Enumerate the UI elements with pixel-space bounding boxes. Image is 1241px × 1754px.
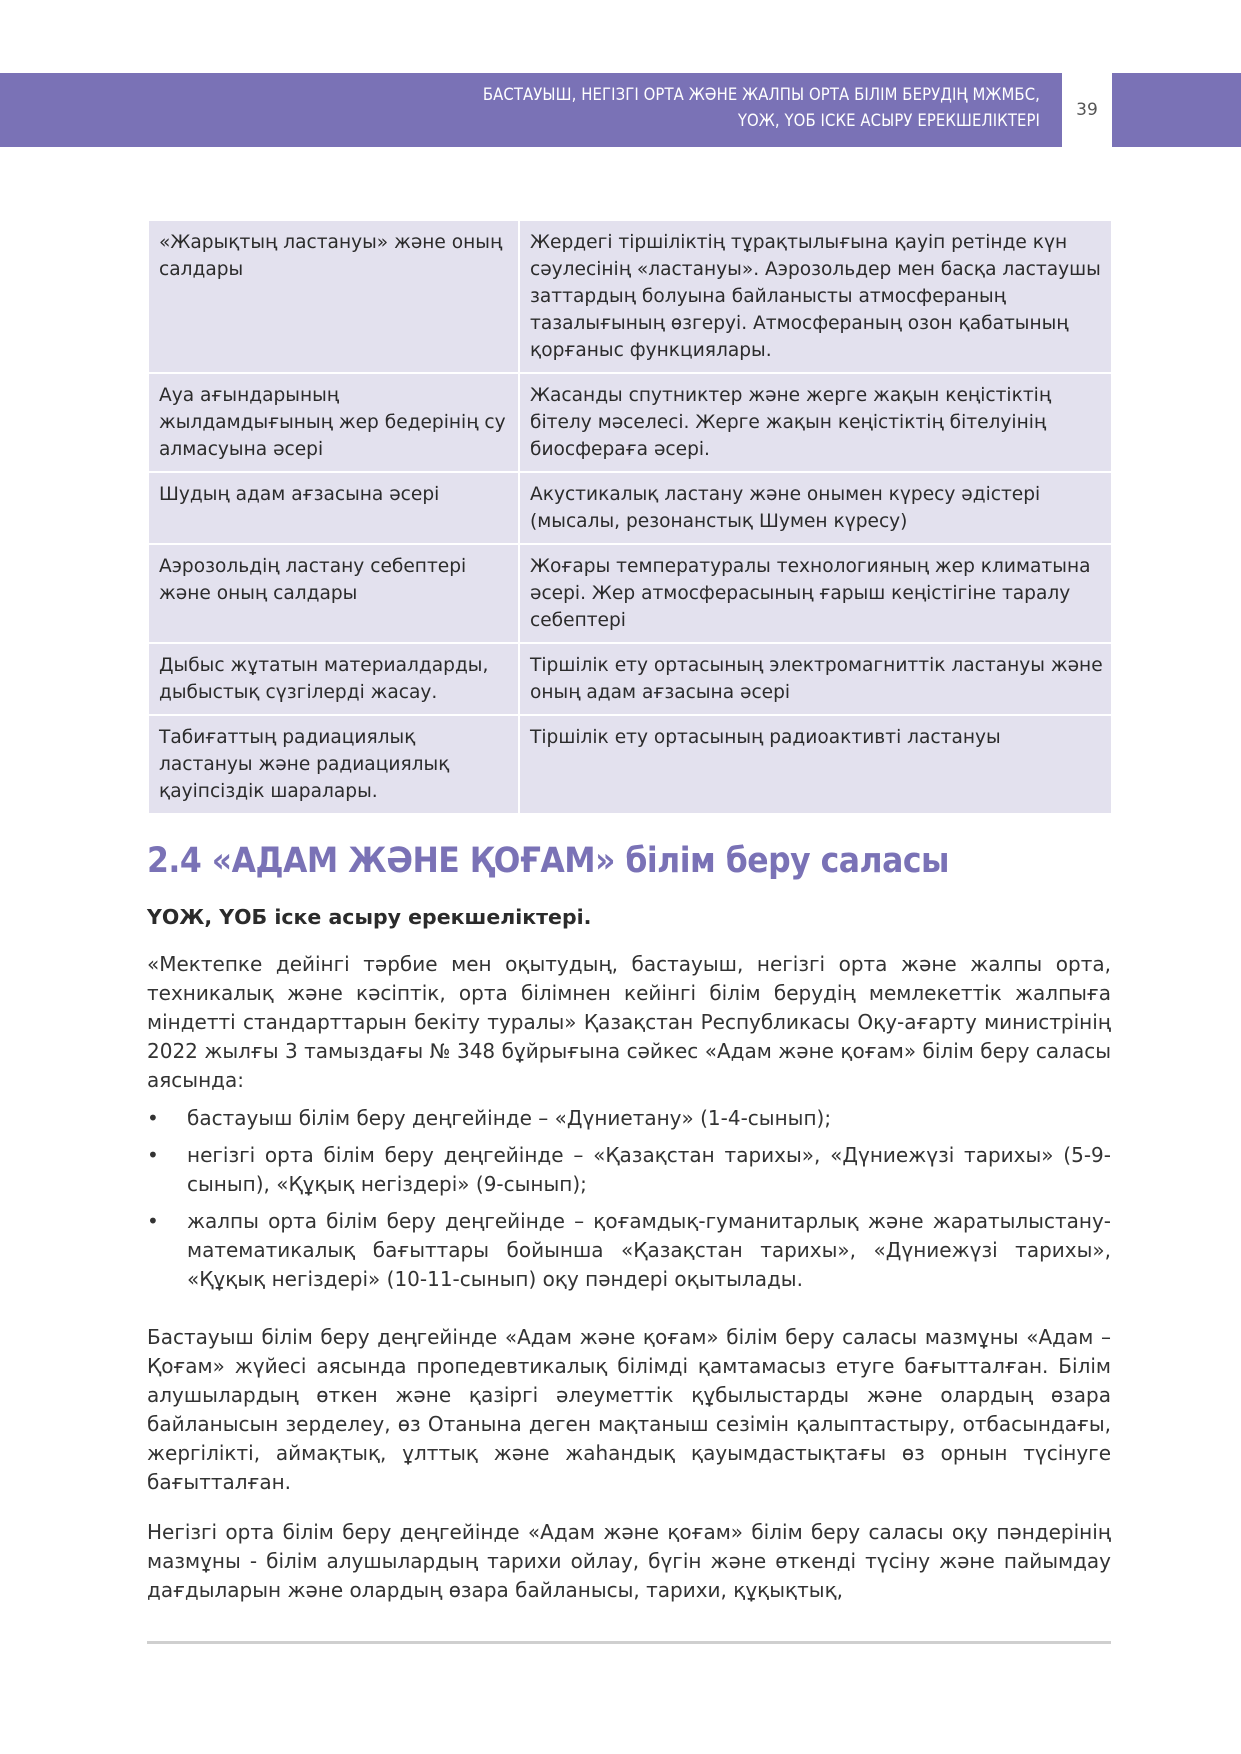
body-paragraph: Негізгі орта білім беру деңгейінде «Адам және қоғам» білім беру саласы оқу пәндерінің мазмұны - білім алушылардың тарихи ойлау, бүгін және өткенді түсіну және пайымдау дағдыларын және олардың өзара байланысы, тарихи, құқықтық, <box>147 1520 1111 1602</box>
header-band <box>0 73 1062 147</box>
running-header-line-1: БАСТАУЫШ, НЕГІЗГІ ОРТА ЖӘНЕ ЖАЛПЫ ОРТА БІЛІМ БЕРУДІҢ МЖМБС, <box>482 85 1040 104</box>
table-cell-right: Жердегі тіршіліктің тұрақтылығына қауіп ретінде күн сәулесінің «ластануы». Аэрозольдер мен басқа ластаушы заттардың болуына байланысты атмосфераның тазалығының өзгеруі. Атмосфераның озон қабатының қорғаныс функциялары. <box>519 220 1112 373</box>
table-cell-right: Акустикалық ластану және онымен күресу әдістері (мысалы, резонанстық Шумен күресу) <box>519 472 1112 544</box>
list-item: • жалпы орта білім беру деңгейінде – қоғамдық-гуманитарлық және жаратылыстану-математикалық бағыттары бойынша «Қазақстан тарихы», «Дүниежүзі тарихы», «Құқық негіздері» (10-11-сынып) оқу пәндері оқытылады. <box>147 1207 1111 1294</box>
table-cell-left: Табиғаттың радиациялық ластануы және радиациялық қауіпсіздік шаралары. <box>148 715 519 814</box>
body-paragraph: Бастауыш білім беру деңгейінде «Адам және қоғам» білім беру саласы мазмұны «Адам – Қоғам» жүйесі аясында пропедевтикалық білімді қамтамасыз етуге бағытталған. Білім алушылардың өткен және қазіргі әлеуметтік құбылыстарды және олардың өзара байланысын зерделеу, өз Отанына деген мақтаныш сезімін қалыптастыру, отбасындағы, жергілікті, аймақтық, ұлттық және жаһандық қауымдастықтағы өз орнын түсінуге бағытталған. <box>147 1325 1111 1494</box>
bullet-list <box>147 1104 1111 1302</box>
table-cell-left: «Жарықтың ластануы» және оның салдары <box>148 220 519 373</box>
footer-divider <box>147 1641 1111 1644</box>
running-header-line-2: ҮОЖ, ҮОБ ІСКЕ АСЫРУ ЕРЕКШЕЛІКТЕРІ <box>737 111 1040 130</box>
topics-table <box>147 219 1113 815</box>
table-row <box>148 643 1112 715</box>
table-row <box>148 373 1112 472</box>
table-cell-left: Ауа ағындарының жылдамдығының жер бедерінің су алмасуына әсері <box>148 373 519 472</box>
page-number: 39 <box>1076 100 1098 120</box>
table-cell-left: Дыбыс жұтатын материалдарды, дыбыстық сүзгілерді жасау. <box>148 643 519 715</box>
header-band-end <box>1112 73 1241 147</box>
table-cell-right: Жасанды спутниктер және жерге жақын кеңістіктің бітелу мәселесі. Жерге жақын кеңістіктің бітелуінің биосфераға әсері. <box>519 373 1112 472</box>
running-header <box>483 73 1062 134</box>
section-subheading: ҮОЖ, ҮОБ іске асыру ерекшеліктері. <box>147 905 592 929</box>
table-cell-right: Тіршілік ету ортасының электромагниттік ластануы және оның адам ағзасына әсері <box>519 643 1112 715</box>
table-cell-right: Тіршілік ету ортасының радиоактивті ластануы <box>519 715 1112 814</box>
list-item: • негізгі орта білім беру деңгейінде – «Қазақстан тарихы», «Дүниежүзі тарихы» (5-9-сынып), «Құқық негіздері» (9-сынып); <box>147 1141 1111 1199</box>
table-row <box>148 715 1112 814</box>
intro-paragraph: «Мектепке дейінгі тәрбие мен оқытудың, бастауыш, негізгі орта және жалпы орта, техникалық және кәсіптік, орта білімнен кейінгі білім берудің мемлекеттік жалпыға міндетті стандарттарын бекіту туралы» Қазақстан Республикасы Оқу-ағарту министрінің 2022 жылғы 3 тамыздағы № 348 бұйрығына сәйкес «Адам және қоғам» білім беру саласы аясында: <box>147 952 1111 1092</box>
table-row <box>148 220 1112 373</box>
table-cell-left: Шудың адам ағзасына әсері <box>148 472 519 544</box>
table-cell-right: Жоғары температуралы технологияның жер климатына әсері. Жер атмосферасының ғарыш кеңістігіне таралу себептері <box>519 544 1112 643</box>
table-row <box>148 544 1112 643</box>
table-row <box>148 472 1112 544</box>
table-cell-left: Аэрозольдің ластану себептері және оның салдары <box>148 544 519 643</box>
section-title: 2.4 «АДАМ ЖӘНЕ ҚОҒАМ» білім беру саласы <box>147 841 949 881</box>
list-item: • бастауыш білім беру деңгейінде – «Дүниетану» (1-4-сынып); <box>147 1104 1111 1133</box>
